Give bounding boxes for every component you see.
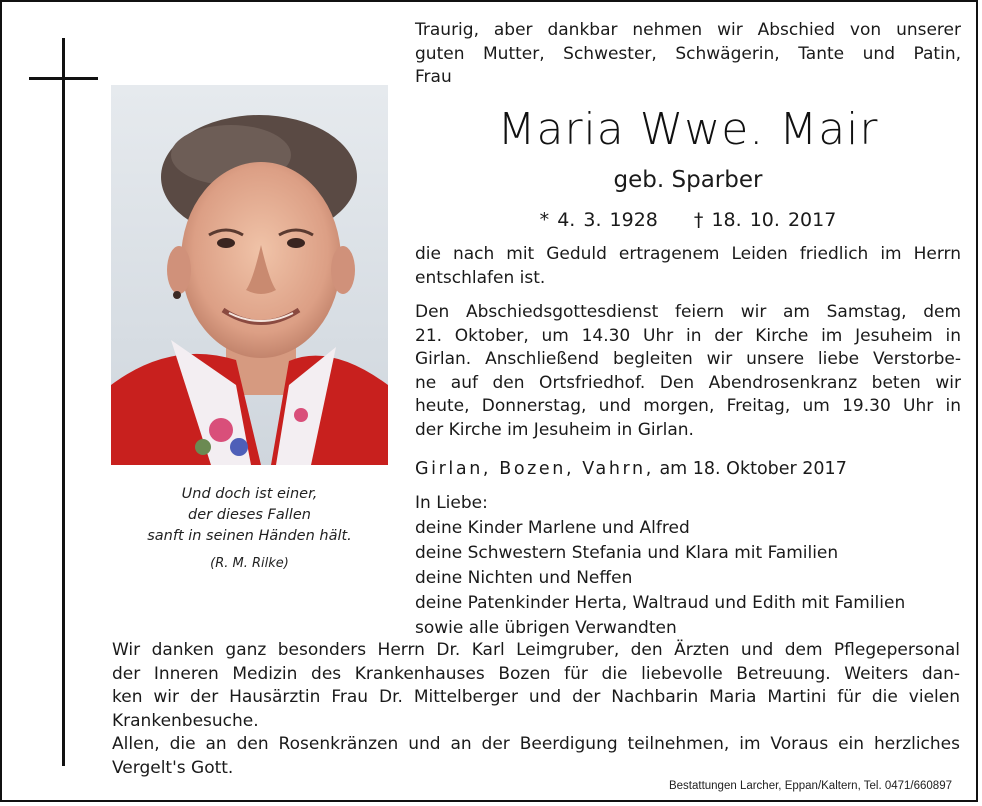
intro-line: guten Mutter, Schwester, Schwägerin, Tante und Patin, [415,43,961,64]
passing-text [415,243,961,290]
thanks-line: Krankenbesuche. [112,710,259,731]
service-line: 21. Oktober, um 14.30 Uhr in der Kirche im Jesuheim in [415,325,961,346]
rilke-quote [111,484,388,574]
cross-icon-bar [29,77,98,80]
deceased-name: Maria Wwe. Mair [497,104,879,155]
thanks-text [112,639,960,780]
mourner-item: deine Patenkinder Herta, Waltraud und Edith mit Familien [415,593,906,613]
quote-line: Und doch ist einer, [181,486,318,502]
thanks-line: der Inneren Medizin des Krankenhauses Bozen für die liebevolle Betreuung. Weiters dan- [112,663,960,684]
service-line: ne auf den Ortsfriedhof. Den Abendrosenkranz beten wir [415,372,961,393]
life-dates [415,206,961,234]
undertaker-credit: Bestattungen Larcher, Eppan/Kaltern, Tel. 0471/660897 [668,780,952,792]
mourners-list [415,491,961,641]
place-and-date [415,457,961,481]
mourners-heading: In Liebe: [415,493,488,513]
portrait-image [111,85,388,465]
mourner-item: deine Kinder Marlene und Alfred [415,518,690,538]
service-text [415,301,961,442]
service-line: heute, Donnerstag, und morgen, Freitag, um 19.30 Uhr in [415,396,961,416]
death-date: † 18. 10. 2017 [693,209,837,231]
mourner-item: deine Schwestern Stefania und Klara mit Familien [415,543,839,563]
quote-line: sanft in seinen Händen hält. [147,528,352,544]
service-line: Den Abschiedsgottesdienst feiern wir am Samstag, dem [415,302,961,322]
quote-line: der dieses Fallen [188,507,311,523]
birth-date: * 4. 3. 1928 [539,209,658,231]
passing-line: die nach mit Geduld ertragenem Leiden friedlich im Herrn [415,244,961,264]
mourner-item: deine Nichten und Neffen [415,568,633,588]
place-names: Girlan, Bozen, Vahrn, [415,459,654,479]
portrait-photo [111,85,388,465]
thanks-line: Wir danken ganz besonders Herrn Dr. Karl Leimgruber, den Ärzten und dem Pflegepersonal [112,640,960,660]
service-line: der Kirche im Jesuheim in Girlan. [415,419,694,440]
cross-icon [62,38,65,766]
thanks-line: Allen, die an den Rosenkränzen und an der Beerdigung teilnehmen, im Voraus ein herzliches [112,734,960,754]
passing-line: entschlafen ist. [415,267,546,288]
mourner-item: sowie alle übrigen Verwandten [415,618,677,638]
intro-line: Frau [415,67,452,87]
thanks-line: Vergelt's Gott. [112,757,234,778]
service-line: Girlan. Anschließend begleiten wir unsere liebe Verstorbe- [415,349,961,369]
maiden-name: geb. Sparber [613,167,763,193]
notice-date: am 18. Oktober 2017 [659,459,847,479]
thanks-line: ken wir der Hausärztin Frau Dr. Mittelberger und der Nachbarin Maria Martini für die vielen [112,687,960,707]
intro-text [415,19,961,90]
quote-author: (R. M. Rilke) [210,556,289,571]
intro-line: Traurig, aber dankbar nehmen wir Abschied von unserer [415,20,961,40]
